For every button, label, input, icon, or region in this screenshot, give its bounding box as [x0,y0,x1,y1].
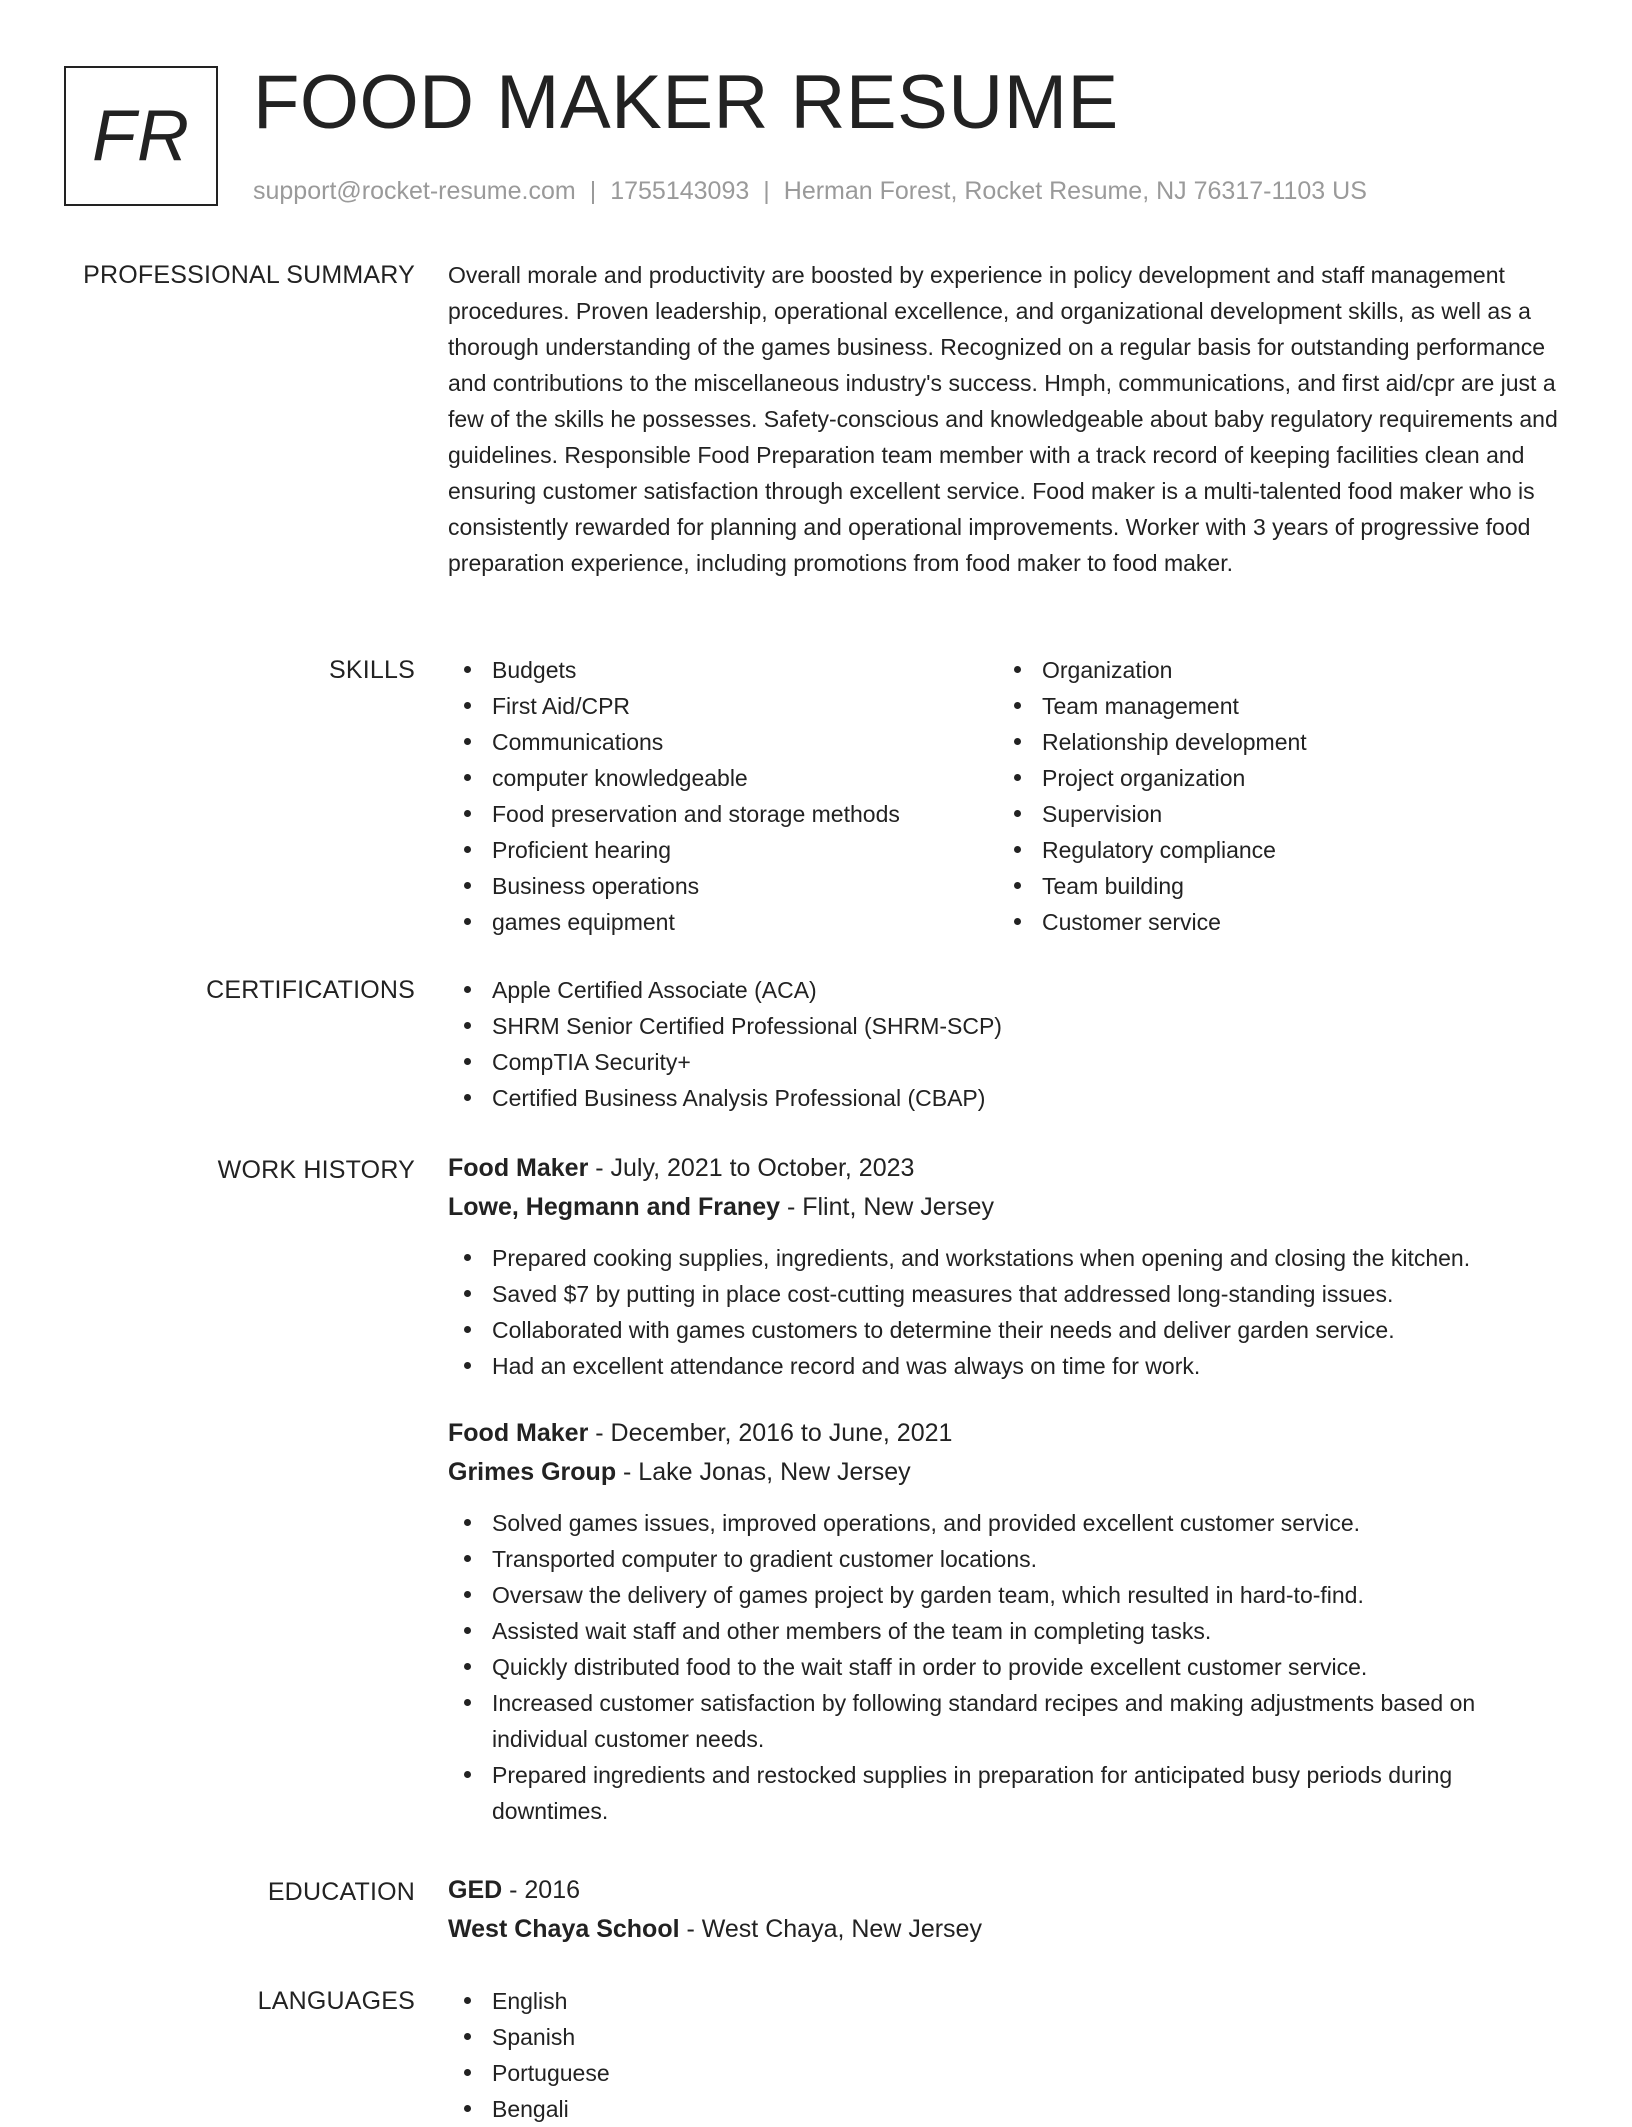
contact-separator: | [589,177,597,205]
skill-item: Team building [998,868,1548,904]
monogram-logo [64,66,218,206]
education-year: - 2016 [502,1876,581,1904]
summary-heading: PROFESSIONAL SUMMARY [83,261,415,289]
skill-item: Budgets [448,652,998,688]
education-heading: EDUCATION [267,1878,415,1906]
education-school: West Chaya School [448,1915,680,1943]
job-company-line [448,1187,1568,1227]
job-duties-list [448,1240,1568,1384]
skill-item: Relationship development [998,724,1548,760]
summary-text: Overall morale and productivity are boosted by experience in policy development and staff management procedures. Proven leadership, operational excellence, and organizational development skills, as well as a thorough understanding of the games business. Recognized on a regular basis for outstanding performance and contributions to the miscellaneous industry's success. Hmph, communications, and first aid/cpr are just a few of the skills he possesses. Safety-conscious and knowledgeable about baby regulatory requirements and guidelines. Responsible Food Preparation team member with a track record of keeping facilities clean and ensuring customer satisfaction through excellent service. Food maker is a multi-talented food maker who is consistently rewarded for planning and operational improvements. Worker with 3 years of progressive food preparation experience, including promotions from food maker to food maker. [448,262,1558,576]
job-title-line [448,1149,1568,1187]
education-school-line [448,1909,1568,1949]
education-location: - West Chaya, New Jersey [679,1915,982,1943]
skill-item: Proficient hearing [448,832,998,868]
skill-item: games equipment [448,904,998,940]
resume-title: FOOD MAKER RESUME [253,60,1119,145]
language-item: English [448,1983,1568,2019]
job-duties-list [448,1505,1568,1829]
job-duty-item: Oversaw the delivery of games project by garden team, which resulted in hard-to-find. [448,1577,1568,1613]
skill-item: Food preservation and storage methods [448,796,998,832]
language-item: Spanish [448,2019,1568,2055]
skill-item: Team management [998,688,1548,724]
job-company-line [448,1452,1568,1492]
job-company: Grimes Group [448,1458,617,1486]
job-duty-item: Collaborated with games customers to determine their needs and deliver garden service. [448,1312,1568,1348]
job-dates: - July, 2021 to October, 2023 [588,1154,915,1182]
language-item: Portuguese [448,2055,1568,2091]
certifications-content [448,972,1568,1116]
skill-item: Business operations [448,868,998,904]
job-duty-item: Solved games issues, improved operations, and provided excellent customer service. [448,1505,1568,1541]
job-duty-item: Assisted wait staff and other members of the team in completing tasks. [448,1613,1568,1649]
skill-item: Communications [448,724,998,760]
skills-grid [448,652,1568,940]
contact-line [253,176,1367,206]
skills-heading: SKILLS [329,656,415,684]
skills-column-right [998,652,1548,940]
contact-address: Herman Forest, Rocket Resume, NJ 76317-1103 US [783,177,1367,205]
work-history-heading: WORK HISTORY [217,1156,415,1184]
contact-email[interactable]: support@rocket-resume.com [253,177,576,205]
languages-content [448,1983,1568,2127]
languages-heading: LANGUAGES [257,1987,415,2015]
job-title: Food Maker [448,1154,589,1182]
contact-separator: | [763,177,770,205]
job-entry [448,1149,1568,1384]
education-degree-line [448,1871,1568,1909]
job-duty-item: Increased customer satisfaction by following standard recipes and making adjustments based on individual customer needs. [448,1685,1568,1757]
certifications-list [448,972,1568,1116]
skill-item: computer knowledgeable [448,760,998,796]
certification-item: Certified Business Analysis Professional (CBAP) [448,1080,1568,1116]
certifications-heading: CERTIFICATIONS [206,976,415,1004]
work-history-content [448,1149,1568,1829]
languages-list [448,1983,1568,2127]
monogram-initials: FR [92,96,190,176]
job-location: - Lake Jonas, New Jersey [616,1458,911,1486]
language-item: Bengali [448,2091,1568,2127]
skill-item: Supervision [998,796,1548,832]
job-duty-item: Quickly distributed food to the wait staff in order to provide excellent customer service. [448,1649,1568,1685]
job-duty-item: Saved $7 by putting in place cost-cutting measures that addressed long-standing issues. [448,1276,1568,1312]
education-content [448,1871,1568,1949]
job-dates: - December, 2016 to June, 2021 [588,1419,953,1447]
skill-item: Organization [998,652,1548,688]
job-company: Lowe, Hegmann and Franey [448,1193,781,1221]
job-title-line [448,1414,1568,1452]
skills-column-left [448,652,998,940]
job-duty-item: Had an excellent attendance record and was always on time for work. [448,1348,1568,1384]
education-degree: GED [448,1876,503,1904]
contact-phone[interactable]: 1755143093 [610,177,750,205]
certification-item: Apple Certified Associate (ACA) [448,972,1568,1008]
skill-item: Project organization [998,760,1548,796]
skill-item: Regulatory compliance [998,832,1548,868]
job-duty-item: Prepared ingredients and restocked supplies in preparation for anticipated busy periods during downtimes. [448,1757,1568,1829]
skill-item: Customer service [998,904,1548,940]
job-title: Food Maker [448,1419,589,1447]
certification-item: CompTIA Security+ [448,1044,1568,1080]
certification-item: SHRM Senior Certified Professional (SHRM-SCP) [448,1008,1568,1044]
job-duty-item: Transported computer to gradient customer locations. [448,1541,1568,1577]
job-entry [448,1414,1568,1829]
job-location: - Flint, New Jersey [780,1193,994,1221]
skill-item: First Aid/CPR [448,688,998,724]
job-duty-item: Prepared cooking supplies, ingredients, and workstations when opening and closing the kitchen. [448,1240,1568,1276]
